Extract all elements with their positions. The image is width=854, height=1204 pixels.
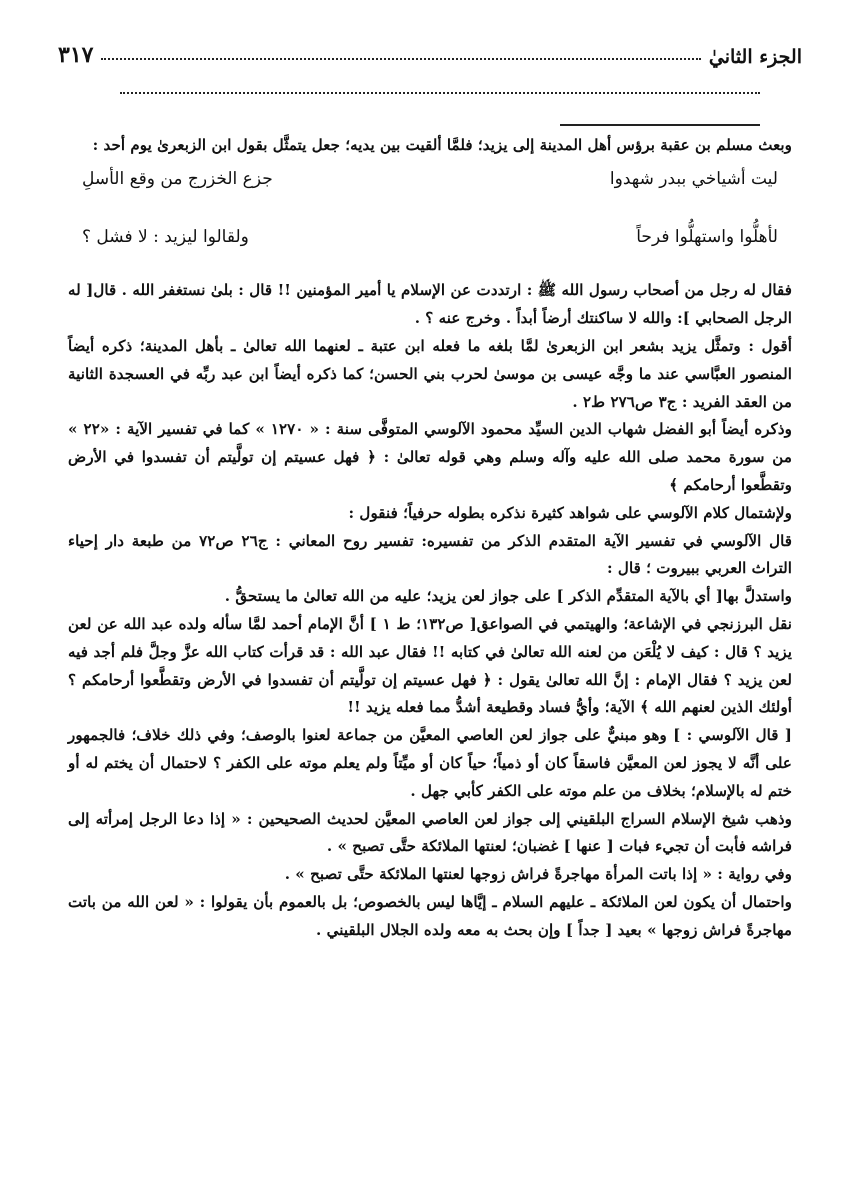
poem-hemistich: ليت أشياخي ببدر شهدوا [609, 168, 778, 189]
paragraph: أقول : وتمثَّل يزيد بشعر ابن الزبعرىٰ لمَّا بلغه ما فعله ابن عتبة ـ لعنهما الله تعالىٰ ـ بأهل المدينة؛ ذكره أيضاً المنصور العبَّاسي عند ما وجَّه عيسى بن موسىٰ لحرب بني الحسن؛ كما ذكره أيضاً ابن عبد ربِّه في العسجدة الثانية من العقد الفريد : ج٣ ص٢٧٦ ط٢ . [68, 336, 792, 411]
paragraph: وبعث مسلم بن عقبة برؤس أهل المدينة إلى يزيد؛ فلمَّا ألقيت بين يديه؛ جعل يتمثَّل بقول ابن الزبعرىٰ يوم أحد : [92, 136, 792, 154]
paragraph: وذكره أيضاً أبو الفضل شهاب الدين السيِّد محمود الآلوسي المتوفَّى سنة : « ١٢٧٠ » كما في تفسير الآية : «٢٢ » من سورة محمد صلى الله عليه وآله وسلم وهي قوله تعالىٰ : ﴿ فهل عسيتم إن تولَّيتم أن تفسدوا في الأرض وتقطَّعوا أرحامكم ﴾ [68, 420, 792, 494]
poem-hemistich: جزع الخزرج من وقع الأسلِ [82, 168, 273, 189]
paragraph: ولإشتمال كلام الآلوسي على شواهد كثيرة نذكره بطوله حرفياً؛ فنقول : [348, 503, 792, 522]
paragraph: وفي رواية : « إذا باتت المرأة مهاجرةً فراش زوجها لعنتها الملائكة حتَّى تصبح » . [284, 865, 792, 884]
paragraph: واحتمال أن يكون لعن الملائكة ـ عليهم السلام ـ إيَّاها ليس بالخصوص؛ بل بالعموم بأن يقولوا : « لعن الله من باتت مهاجرةً فراش زوجها » بعيد [ جداً ] وإن بحث به معه ولده الجلال البلقيني . [68, 892, 792, 939]
paragraph: نقل البرزنجي في الإشاعة؛ والهيتمي في الصواعق[ ص١٣٢؛ ط ١ ] أنَّ الإمام أحمد لمَّا سأله ولده عبد الله عن لعن يزيد ؟ قال : كيف لا يُلْعَن من لعنه الله تعالىٰ في كتابه !! فقال عبد الله : قد قرأت كتاب الله عزَّ وجلَّ فلم أجد فيه لعن يزيد ؟ فقال الإمام : إنَّ الله تعالىٰ يقول : ﴿ فهل عسيتم إن تولَّيتم أن تفسدوا في الأرض وتقطَّعوا أرحامكم ؟ أولئك الذين لعنهم الله ﴾ الآية؛ وأيُّ فساد وقطيعة أشدُّ مما فعله يزيد !! [68, 614, 793, 717]
poem-verse [68, 224, 792, 252]
header-dotted-leader [101, 58, 700, 60]
header-dotted-rule [120, 92, 760, 94]
poem-hemistich: لأهلُّوا واستهلُّوا فرحاً [636, 226, 778, 247]
part-title: الجزء الثانيٰ [708, 46, 802, 68]
paragraph: [ قال الآلوسي : ] وهو مبنيٌّ على جواز لعن العاصي المعيَّن من جماعة لعنوا بالوصف؛ وفي ذلك خلاف؛ فالجمهور على أنَّه لا يجوز لعن المعيَّن فاسقاً كان أو ذمياً؛ حياً كان أو ميِّتاً ولم يعلم موته على الكفر ؟ لاحتمال أن يختم له أو ختم له بالإسلام؛ بخلاف من علم موته على الكفر كأبي جهل . [68, 726, 792, 800]
paragraph: وذهب شيخ الإسلام السراج البلقيني إلى جواز لعن العاصي المعيَّن لحديث الصحيحين : « إذا دعا الرجل إمرأته إلى فراشه فأبت أن تجيء فبات [ عنها ] غضبان؛ لعنتها الملائكة حتَّى تصبح » . [68, 809, 792, 856]
page-header [58, 24, 802, 68]
main-text [68, 132, 792, 945]
paragraph: فقال له رجل من أصحاب رسول الله ﷺ : ارتددت عن الإسلام يا أمير المؤمنين !! قال : بلىٰ نستغفر الله . قال[ له الرجل الصحابي ]: والله لا ساكنتك أرضاً أبداً . وخرج عنه ؟ . [68, 281, 792, 328]
paragraph: واستدلَّ بها[ أي بالآية المتقدِّم الذكر ] على جواز لعن يزيد؛ عليه من الله تعالىٰ ما يستحقُّ . [224, 587, 792, 606]
paragraph: قال الآلوسي في تفسير الآية المتقدم الذكر من تفسيره: تفسير روح المعاني : ج٢٦ ص٧٢ من طبعة دار إحياء التراث العربي ببيروت ؛ قال : [68, 531, 792, 578]
page-number: ٣١٧ [58, 42, 94, 68]
poem-verse [68, 166, 792, 194]
poem-hemistich: ولقالوا ليزيد : لا فشل ؟ [82, 226, 249, 247]
header-solid-rule [560, 124, 760, 126]
